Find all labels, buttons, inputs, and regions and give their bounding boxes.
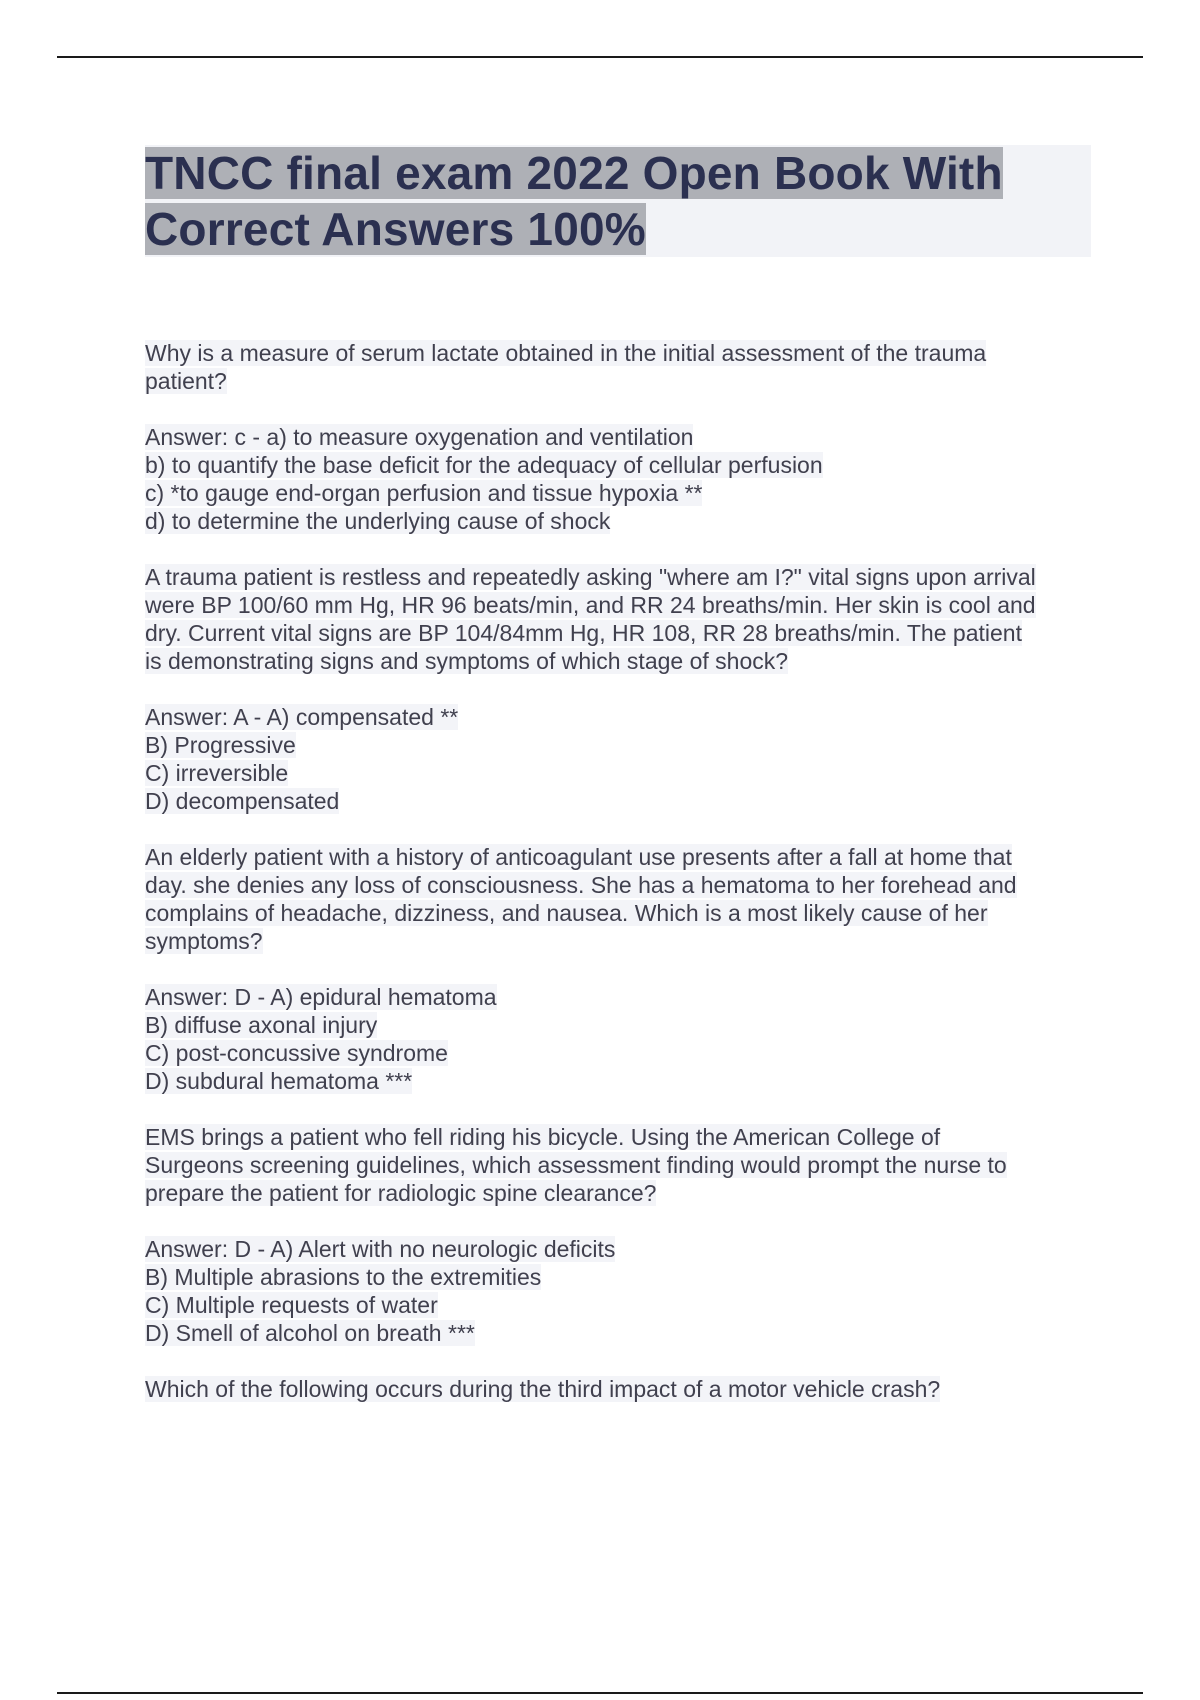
question-line: dry. Current vital signs are BP 104/84mm Hg, HR 108, RR 28 breaths/min. The patient	[145, 620, 1022, 646]
question-text	[145, 843, 1095, 955]
answer-line: B) diffuse axonal injury	[145, 1012, 378, 1038]
question-line: prepare the patient for radiologic spine clearance?	[145, 1180, 657, 1206]
answer-line: Answer: D - A) Alert with no neurologic deficits	[145, 1236, 616, 1262]
answer-block	[145, 703, 1095, 815]
answer-line: B) Progressive	[145, 732, 296, 758]
question-line: Why is a measure of serum lactate obtained in the initial assessment of the trauma	[145, 340, 987, 366]
answer-line: Answer: A - A) compensated **	[145, 704, 459, 730]
answer-line: c) *to gauge end-organ perfusion and tissue hypoxia **	[145, 480, 703, 506]
document-title-block	[145, 145, 1091, 257]
question-text	[145, 1123, 1095, 1207]
question-line: EMS brings a patient who fell riding his bicycle. Using the American College of	[145, 1124, 941, 1150]
question-line: A trauma patient is restless and repeatedly asking "where am I?" vital signs upon arrival	[145, 564, 1036, 590]
top-rule	[57, 56, 1143, 58]
question-line: is demonstrating signs and symptoms of which stage of shock?	[145, 648, 789, 674]
answer-block	[145, 983, 1095, 1095]
answer-line: D) subdural hematoma ***	[145, 1068, 413, 1094]
question-text	[145, 1375, 1095, 1403]
answer-line: B) Multiple abrasions to the extremities	[145, 1264, 542, 1290]
answer-line: C) Multiple requests of water	[145, 1292, 438, 1318]
answer-line: C) irreversible	[145, 760, 289, 786]
question-line: Surgeons screening guidelines, which assessment finding would prompt the nurse to	[145, 1152, 1007, 1178]
answer-line: Answer: D - A) epidural hematoma	[145, 984, 497, 1010]
document-title	[145, 145, 1091, 257]
answer-line: D) Smell of alcohol on breath ***	[145, 1320, 475, 1346]
answer-line: C) post-concussive syndrome	[145, 1040, 448, 1066]
question-line: patient?	[145, 368, 227, 394]
question-line: day. she denies any loss of consciousness. She has a hematoma to her forehead and	[145, 872, 1017, 898]
bottom-rule	[57, 1692, 1143, 1694]
question-text	[145, 339, 1095, 395]
answer-line: b) to quantify the base deficit for the adequacy of cellular perfusion	[145, 452, 823, 478]
question-line: were BP 100/60 mm Hg, HR 96 beats/min, and RR 24 breaths/min. Her skin is cool and	[145, 592, 1036, 618]
question-line: An elderly patient with a history of anticoagulant use presents after a fall at home that	[145, 844, 1012, 870]
answer-line: d) to determine the underlying cause of shock	[145, 508, 611, 534]
answer-block	[145, 423, 1095, 535]
answer-line: D) decompensated	[145, 788, 340, 814]
question-line: symptoms?	[145, 928, 263, 954]
answer-line: Answer: c - a) to measure oxygenation and ventilation	[145, 424, 694, 450]
title-line-1: TNCC final exam 2022 Open Book With	[145, 147, 1003, 199]
answer-block	[145, 1235, 1095, 1347]
question-text	[145, 563, 1095, 675]
question-line: Which of the following occurs during the third impact of a motor vehicle crash?	[145, 1376, 941, 1402]
question-line: complains of headache, dizziness, and nausea. Which is a most likely cause of her	[145, 900, 988, 926]
title-line-2: Correct Answers 100%	[145, 203, 646, 255]
question-list	[145, 339, 1095, 1431]
